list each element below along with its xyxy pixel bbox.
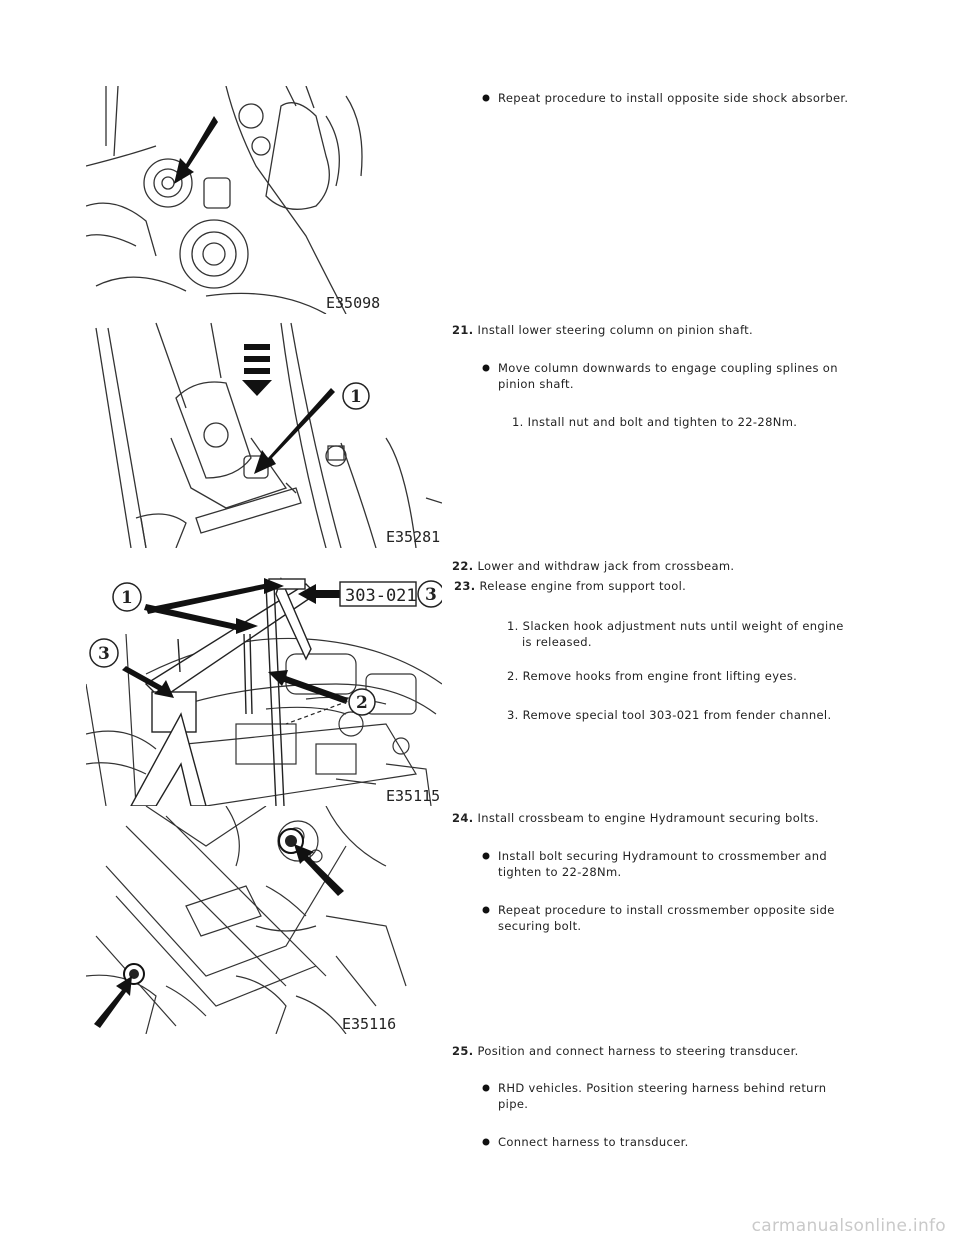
bullet-icon (482, 906, 490, 914)
svg-text:E35115: E35115 (386, 787, 441, 805)
step-24-heading (452, 810, 819, 826)
step-text: Lower and withdraw jack from crossbeam. (477, 559, 735, 573)
step-23-substep-1: 1. Slacken hook adjustment nuts until weight of engine is released. (507, 619, 844, 649)
step-24-bullet-1: Install bolt securing Hydramount to crossmember and tighten to 22-28Nm. (498, 848, 827, 880)
bullet-icon (482, 364, 490, 372)
bullet-repeat-shock-absorber: Repeat procedure to install opposite side shock absorber. (498, 90, 848, 106)
step-number: 24. (452, 811, 474, 825)
step-21-heading (452, 322, 753, 338)
step-text: Install crossbeam to engine Hydramount securing bolts. (477, 811, 819, 825)
step-25-bullet-2: Connect harness to transducer. (498, 1134, 689, 1150)
illustration-hydramount-bolts (86, 806, 410, 1034)
step-text: Install lower steering column on pinion shaft. (477, 323, 754, 337)
svg-text:3: 3 (425, 585, 437, 605)
step-23-substep-2: 2. Remove hooks from engine front lifting eyes. (507, 669, 798, 683)
step-23-heading (454, 578, 686, 594)
step-text: Release engine from support tool. (479, 579, 687, 593)
step-21-bullet: Move column downwards to engage coupling splines on pinion shaft. (498, 360, 838, 392)
illustration-engine-support-tool (86, 574, 442, 806)
figure-e35098 (86, 86, 386, 314)
svg-text:E35116: E35116 (342, 1015, 397, 1033)
step-25-heading (452, 1043, 799, 1059)
svg-text:303-021: 303-021 (345, 586, 417, 606)
bullet-icon (482, 1138, 490, 1146)
illustration-shock-absorber-mount (86, 86, 386, 314)
illustration-steering-column-coupling (86, 318, 442, 548)
step-25-bullet-1: RHD vehicles. Position steering harness behind return pipe. (498, 1080, 826, 1112)
step-23-substep-3: 3. Remove special tool 303-021 from fender channel. (507, 708, 832, 722)
svg-text:2: 2 (356, 693, 368, 713)
step-24-bullet-2: Repeat procedure to install crossmember opposite side securing bolt. (498, 902, 835, 934)
svg-text:1: 1 (350, 387, 362, 407)
step-21-substep-1: 1. Install nut and bolt and tighten to 22-28Nm. (512, 415, 798, 429)
bullet-icon (482, 94, 490, 102)
figure-e35116 (86, 806, 410, 1034)
site-watermark: carmanualsonline.info (751, 1216, 946, 1236)
svg-text:1: 1 (121, 588, 133, 608)
step-number: 21. (452, 323, 474, 337)
step-number: 25. (452, 1044, 474, 1058)
svg-text:3: 3 (98, 644, 110, 664)
figure-e35281 (86, 318, 442, 548)
step-22-heading (452, 558, 734, 574)
step-number: 23. (454, 579, 476, 593)
bullet-icon (482, 1084, 490, 1092)
svg-text:E35281: E35281 (386, 528, 441, 546)
step-number: 22. (452, 559, 474, 573)
bullet-icon (482, 852, 490, 860)
step-text: Position and connect harness to steering transducer. (477, 1044, 799, 1058)
svg-text:E35098: E35098 (326, 294, 381, 312)
figure-e35115 (86, 574, 442, 806)
